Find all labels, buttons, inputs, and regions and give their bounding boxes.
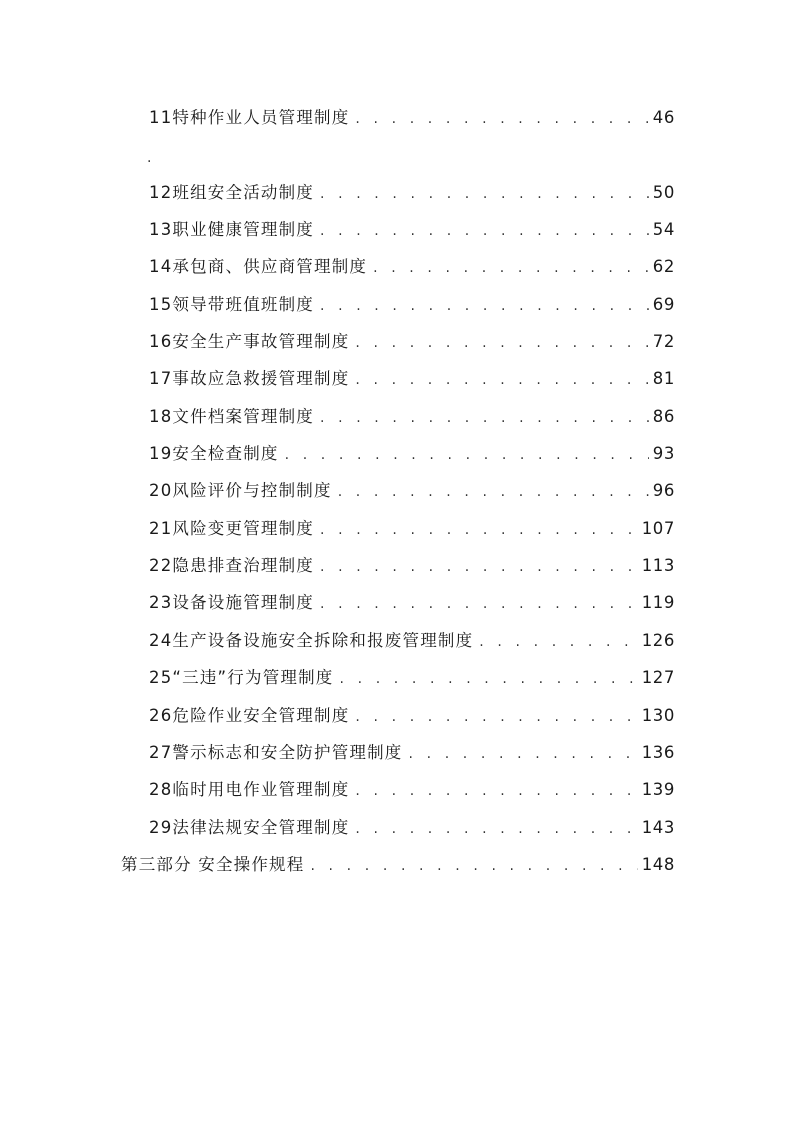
toc-entry-page: 93 [652,444,675,464]
toc-leader-dots [320,186,649,202]
toc-entry-title: 20风险评价与控制制度 [149,481,332,501]
toc-entry-title: 14承包商、供应商管理制度 [149,257,368,277]
toc-leader-dots [355,783,637,799]
toc-entry-page: 139 [641,780,675,800]
toc-leader-dots [310,858,637,874]
toc-entry-page: 69 [652,294,675,314]
toc-entry-title: 12班组安全活动制度 [149,182,314,202]
toc-entry-title: 11特种作业人员管理制度 [149,108,350,127]
toc-entry[interactable] [0,515,675,552]
toc-entry-title: 23设备设施管理制度 [149,593,314,613]
toc-entry-page: 54 [652,220,675,240]
toc-leader-dots [355,709,637,725]
toc-leader-dots [355,821,637,837]
toc-leader-dots [355,372,648,388]
toc-leader-dots [340,671,638,687]
toc-entry-page: 62 [652,257,675,277]
toc-entry-title: 26危险作业安全管理制度 [149,705,350,725]
toc-leader-dots [285,447,649,463]
toc-part-entry[interactable] [0,851,675,888]
toc-entry-title: 22隐患排查治理制度 [149,556,314,576]
toc-entry-page: 72 [652,332,675,352]
toc-entry[interactable] [0,776,675,813]
toc-entry-title: 15领导带班值班制度 [149,294,314,314]
toc-entry-page: 136 [641,742,675,762]
toc-entry-title: 24生产设备设施安全拆除和报废管理制度 [149,630,474,650]
toc-leader-dots [320,298,649,314]
toc-entry-title: 27警示标志和安全防护管理制度 [149,742,403,762]
toc-entry-title: 21风险变更管理制度 [149,518,314,538]
toc-leader-dots [355,335,648,351]
toc-part-title: 第三部分 安全操作规程 [121,854,305,874]
toc-entry-page: 86 [652,406,675,426]
toc-entry-page: 46 [652,108,675,127]
toc-entry-page: 107 [641,518,675,538]
toc-leader-dots [355,111,648,127]
table-of-contents [0,104,793,888]
toc-entry[interactable] [0,814,675,851]
toc-entry-page: 127 [641,668,675,688]
toc-part-page: 148 [641,854,675,874]
toc-entry-page: 113 [641,556,675,576]
toc-leader-dots [320,596,638,612]
stray-period-mark: . [147,150,152,166]
toc-leader-dots [320,522,638,538]
toc-entry-page: 119 [641,593,675,613]
toc-entry-page: 81 [652,369,675,389]
toc-entry[interactable] [0,328,675,365]
toc-entry[interactable] [0,440,675,477]
toc-entry[interactable] [0,739,675,776]
toc-entry[interactable] [0,552,675,589]
toc-leader-dots [479,634,637,650]
toc-entry-title: 13职业健康管理制度 [149,220,314,240]
toc-spacer-row [0,141,675,178]
toc-entry[interactable] [0,664,675,701]
toc-entry-page: 130 [641,705,675,725]
toc-entry-title: 28临时用电作业管理制度 [149,780,350,800]
toc-entry[interactable] [0,627,675,664]
toc-entry-title: 18文件档案管理制度 [149,406,314,426]
toc-leader-dots [320,410,649,426]
toc-entry-page: 143 [641,817,675,837]
toc-entry[interactable] [0,589,675,626]
toc-entry[interactable] [0,702,675,739]
toc-entry[interactable] [0,104,675,141]
toc-entry-title: 19安全检查制度 [149,444,279,464]
toc-entry-page: 96 [652,481,675,501]
toc-entry-page: 50 [652,182,675,202]
toc-entry[interactable] [0,179,675,216]
toc-entry[interactable] [0,291,675,328]
toc-entry[interactable] [0,253,675,290]
toc-leader-dots [338,484,649,500]
toc-entry-title: 29法律法规安全管理制度 [149,817,350,837]
toc-entry-title: 17事故应急救援管理制度 [149,369,350,389]
toc-leader-dots [320,559,638,575]
toc-entry[interactable] [0,477,675,514]
toc-entry[interactable] [0,365,675,402]
toc-leader-dots [409,746,638,762]
toc-entry[interactable] [0,216,675,253]
toc-leader-dots [320,223,649,239]
toc-entry-page: 126 [641,630,675,650]
toc-entry[interactable] [0,403,675,440]
toc-entry-title: 25“三违”行为管理制度 [149,668,334,688]
toc-leader-dots [373,260,649,276]
toc-entry-title: 16安全生产事故管理制度 [149,332,350,352]
